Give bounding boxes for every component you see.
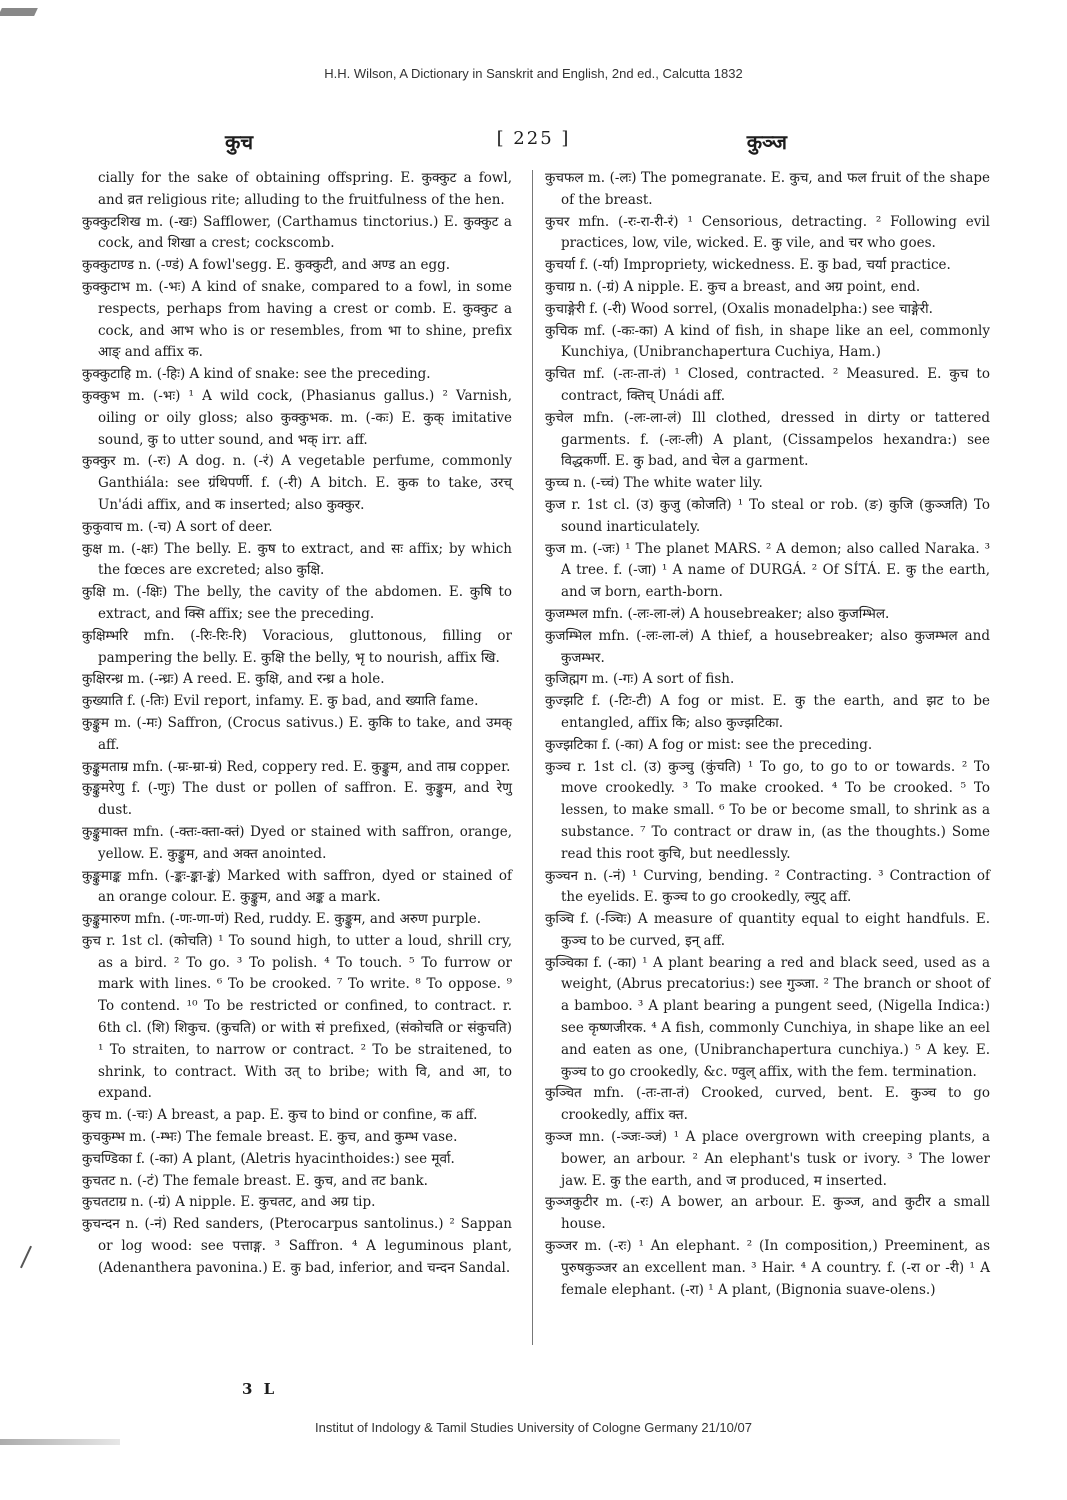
dictionary-entry: कुङ्कुमारुण mfn. (-णः-णा-णं) Red, ruddy. E. कुङ्कुम, and अरुण purple.: [82, 911, 482, 928]
dictionary-entry: कुञ्चन n. (-नं) ¹ Curving, bending. ² Contracting. ³ Contraction of the eyelids. E. कुञ्च to go crookedly, ल्युट् aff.: [545, 867, 990, 906]
dictionary-entry: कुज्झटिका f. (-का) A fog or mist: see the preceding.: [545, 736, 873, 753]
dictionary-entry: कुचन्दन n. (-नं) Red sanders, (Pterocarpus santolinus.) ² Sappan or log wood: see पत्ताङ्ग. ³ Saffron. ⁴ A leguminous plant, (Adenanthera pavonina.) E. कु bad, inferior, and चन्दन Sandal.: [82, 1216, 512, 1276]
dictionary-entry: कुञ्चिका f. (-का) ¹ A plant bearing a red and black seed, used as a weight, (Abrus precatorius:) see गुञ्जा. ² The branch or shoot of a bamboo. ³ A plant bearing a pungent seed, (Nigella Indica:) see कृष्णजीरक. ⁴ A fish, commonly Cunchiya, in shape like an eel and eaten as one, (Unibranchapertura cunchiya.) ⁵ A key. E. कुञ्च to go crookedly, &c. ण्वुल् affix, with the fem. termination.: [545, 954, 990, 1080]
dictionary-entry: कुच r. 1st cl. (कोचति) ¹ To sound high, to utter a loud, shrill cry, as a bird. ² To go. ³ To polish. ⁴ To touch. ⁵ To furrow or mark with lines. ⁶ To be crooked. ⁷ To write. ⁸ To oppose. ⁹ To contend. ¹⁰ To be restricted or confined, to contract. r. 6th cl. (शि) शिकुच. (कुचति) or with सं prefixed, (संकोचति or संकुचति) ¹ To straiten, to narrow or contract. ² To be straitened, to shrink, to contract. With उत् to bribe; with वि, and आ, to expand.: [82, 932, 512, 1102]
column-divider: [532, 170, 533, 1345]
dictionary-entry: कुजिह्मग m. (-गः) A sort of fish.: [545, 671, 735, 688]
dictionary-entry: कुकुवाच m. (-च) A sort of deer.: [82, 518, 273, 535]
dictionary-entry: कुक्कुटाभ m. (-भः) A kind of snake, compared to a fowl, in some respects, perhaps from having a crest or comb. E. कुक्कुट a cock, and आभ who is or resembles, from भा to shine, prefix आङ् and affix क.: [82, 278, 512, 361]
dictionary-entry: कुचेल mfn. (-लः-ला-लं) Ill clothed, dressed in dirty or tattered garments. f. (-लः-ली) A plant, (Cissampelos hexandra:) see विद्धकर्णी. E. कु bad, and चेल a garment.: [545, 409, 990, 470]
scan-artifact-bottom: [0, 1439, 120, 1445]
dictionary-entry: कुञ्जकुटीर m. (-रः) A bower, an arbour. E. कुञ्ज, and कुटीर a small house.: [545, 1194, 990, 1233]
dictionary-entry: कुचतट n. (-टं) The female breast. E. कुच, and तट bank.: [82, 1172, 428, 1189]
dictionary-entry: कुङ्कुमरेणु f. (-णुः) The dust or pollen of saffron. E. कुङ्कुम, and रेणु dust.: [82, 780, 512, 819]
scan-artifact-top: [0, 8, 38, 16]
dictionary-entry: कुच्च n. (-च्चं) The white water lily.: [545, 475, 763, 492]
right-column: [545, 168, 990, 1301]
page-number: [ 225 ]: [496, 128, 571, 149]
dictionary-entry: कुज m. (-जः) ¹ The planet MARS. ² A demon; also called Naraka. ³ A tree. f. (-जा) ¹ A name of DURGÁ. ² Of SÍTÁ. E. कु the earth, and ज born, earth-born.: [545, 540, 990, 601]
source-footer: Institut of Indology & Tamil Studies University of Cologne Germany 21/10/07: [315, 1420, 752, 1435]
dictionary-entry: कुक्कुटाहि m. (-हिः) A kind of snake: see the preceding.: [82, 366, 431, 383]
dictionary-entry: कुक्ष m. (-क्षः) The belly. E. कुष to extract, and सः affix; by which the fœces are excreted; also कुक्षि.: [82, 540, 512, 579]
dictionary-entry: कुज्झटि f. (-टिः-टी) A fog or mist. E. कु the earth, and झट to be entangled, affix कि; also कुज्झटिका.: [545, 693, 990, 731]
dictionary-entry: कुङ्कुमाक्त mfn. (-क्तः-क्ता-क्तं) Dyed or stained with saffron, orange, yellow. E. कुङ्कुम, and अक्त anointed.: [82, 823, 512, 862]
dictionary-entry: कुचफल m. (-लः) The pomegranate. E. कुच, and फल fruit of the shape of the breast.: [545, 170, 990, 208]
dictionary-entry: कुचिक mf. (-कः-का) A kind of fish, in shape like an eel, commonly Kunchiya, (Unibranchapertura Cuchiya, Ham.): [545, 322, 990, 361]
dictionary-entry: कुञ्ज mn. (-ञ्जः-ञ्जं) ¹ A place overgrown with creeping plants, a bower, an arbour. ² An elephant's tusk or ivory. ³ The lower jaw. E. कु the earth, and ज produced, म inserted.: [545, 1129, 990, 1189]
dictionary-entry: कुचतटाग्र n. (-ग्रं) A nipple. E. कुचतट, and अग्र tip.: [82, 1194, 376, 1211]
dictionary-entry: कुक्षि m. (-क्षिः) The belly, the cavity of the abdomen. E. कुषि to extract, and क्सि affix; see the preceding.: [82, 584, 512, 622]
dictionary-entry: cially for the sake of obtaining offspring. E. कुक्कुट a fowl, and व्रत religious rite; alluding to the fruitfulness of the hen.: [98, 170, 512, 208]
dictionary-entry: कुचाग्र n. (-ग्रं) A nipple. E. कुच a breast, and अग्र point, end.: [545, 278, 921, 295]
dictionary-entry: कुख्याति f. (-तिः) Evil report, infamy. E. कु bad, and ख्याति fame.: [82, 693, 479, 710]
source-header: H.H. Wilson, A Dictionary in Sanskrit and English, 2nd ed., Calcutta 1832: [324, 66, 743, 81]
dictionary-entry: कुच m. (-चः) A breast, a pap. E. कुच to bind or confine, क aff.: [82, 1107, 478, 1124]
dictionary-entry: कुक्षिरन्ध्र m. (-न्ध्रः) A reed. E. कुक्षि, and रन्ध्र a hole.: [82, 671, 385, 688]
dictionary-entry: कुञ्चित mfn. (-तः-ता-तं) Crooked, curved, bent. E. कुञ्च to go crookedly, affix क्त.: [545, 1085, 990, 1124]
left-catchword: कुच: [225, 130, 254, 154]
dictionary-entry: कुञ्च r. 1st cl. (उ) कुञ्चु (कुंचति) ¹ To go, to go to or towards. ² To move crookedly. ³ To make crooked. ⁴ To be crooked. ⁵ To lessen, to make small. ⁶ To be or become small, to shrink as a substance. ⁷ To contract or draw in, (as the thoughts.) Some read this root कुचि, but needlessly.: [545, 758, 990, 862]
dictionary-entry: कुक्षिम्भरि mfn. (-रिः-रिः-रि) Voracious, gluttonous, filling or pampering the belly. E. कुक्षि the belly, भृ to nourish, affix खि.: [82, 627, 512, 666]
pen-mark: [20, 1246, 32, 1269]
dictionary-entry: कुक्कुटशिख m. (-खः) Safflower, (Carthamus tinctorius.) E. कुक्कुट a cock, and शिखा a crest; cockscomb.: [82, 213, 512, 252]
dictionary-entry: कुचकुम्भ m. (-म्भः) The female breast. E. कुच, and कुम्भ vase.: [82, 1129, 458, 1146]
left-column: [82, 168, 512, 1280]
dictionary-entry: कुङ्कुमताम्र mfn. (-म्रः-म्रा-म्रं) Red, coppery red. E. कुङ्कुम, and ताम्र copper.: [82, 758, 511, 775]
dictionary-entry: कुचाङ्गेरी f. (-री) Wood sorrel, (Oxalis monadelpha:) see चाङ्गेरी.: [545, 300, 933, 317]
dictionary-entry: कुचर mfn. (-रः-रा-री-रं) ¹ Censorious, detracting. ² Following evil practices, low, vile, wicked. E. कु vile, and चर who goes.: [545, 213, 990, 252]
dictionary-entry: कुञ्जर m. (-रः) ¹ An elephant. ² (In composition,) Preeminent, as पुरुषकुञ्जर an excellent man. ³ Hair. ⁴ A country. f. (-रा or -री) ¹ A female elephant. (-रा) ¹ A plant, (Bignonia suave-olens.): [545, 1238, 990, 1298]
dictionary-entry: कुज r. 1st cl. (उ) कुजु (कोजति) ¹ To steal or rob. (ङ) कुजि (कुञ्जति) To sound inarticulately.: [545, 496, 990, 535]
dictionary-entry: कुञ्चि f. (-ञ्चिः) A measure of quantity equal to eight handfuls. E. कुञ्च to be curved, इन् aff.: [545, 911, 990, 949]
dictionary-entry: कुचर्या f. (-र्या) Impropriety, wickedness. E. कु bad, चर्या practice.: [545, 257, 951, 274]
dictionary-entry: कुजम्भल mfn. (-लः-ला-लं) A housebreaker; also कुजम्भिल.: [545, 605, 890, 622]
dictionary-entry: कुचण्डिका f. (-का) A plant, (Aletris hyacinthoides:) see मूर्वा.: [82, 1150, 455, 1167]
dictionary-entry: कुचित mf. (-तः-ता-तं) ¹ Closed, contracted. ² Measured. E. कुच to contract, क्तिच् Unádi aff.: [545, 366, 990, 404]
dictionary-entry: कुक्कुर m. (-रः) A dog. n. (-रं) A vegetable perfume, commonly Ganthiála: see ग्रंथिपर्णी. f. (-री) A bitch. E. कुक to take, उरच् Un'ádi affix, and क inserted; also कुक्कुर.: [82, 453, 512, 513]
dictionary-entry: कुक्कुटाण्ड n. (-ण्डं) A fowl'segg. E. कुक्कुटी, and अण्ड an egg.: [82, 257, 451, 274]
right-catchword: कुञ्ज: [746, 130, 787, 154]
signature-mark: 3 L: [242, 1380, 278, 1398]
dictionary-entry: कुक्कुभ m. (-भः) ¹ A wild cock, (Phasianus gallus.) ² Varnish, oiling or oily gloss; also कुक्कुभक. m. (-कः) E. कुक् imitative sound, कु to utter sound, and भक् irr. aff.: [82, 387, 512, 448]
dictionary-entry: कुजम्भिल mfn. (-लः-ला-लं) A thief, a housebreaker; also कुजम्भल and कुजम्भर.: [545, 627, 990, 666]
dictionary-entry: कुङ्कुमाङ्क mfn. (-ङ्कः-ङ्का-ङ्कं) Marked with saffron, dyed or stained of an orange colour. E. कुङ्कुम, and अङ्क a mark.: [82, 867, 512, 906]
dictionary-entry: कुङ्कुम m. (-मः) Saffron, (Crocus sativus.) E. कुकि to take, and उमक् aff.: [82, 714, 512, 753]
